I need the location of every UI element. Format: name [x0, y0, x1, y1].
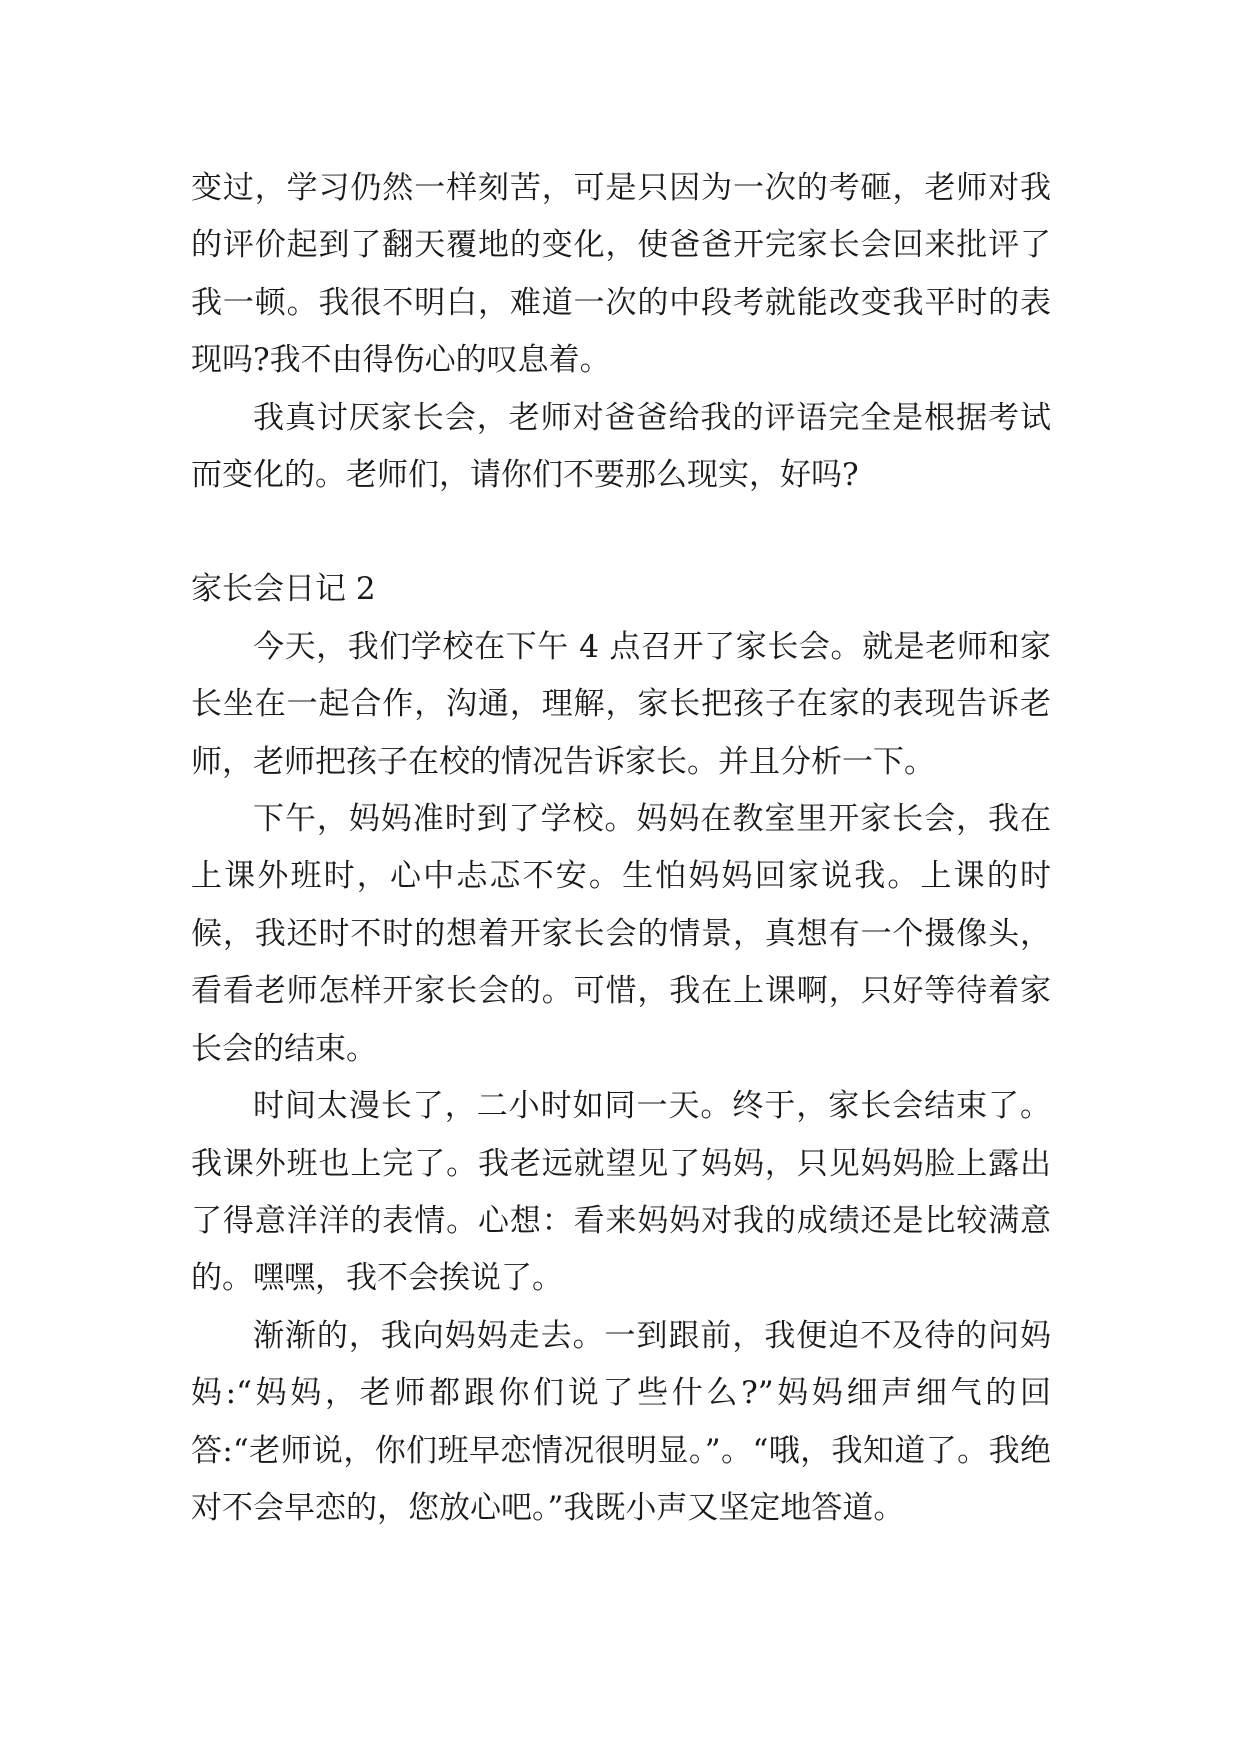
- document-body: [191, 160, 1051, 1537]
- paragraph: 今天，我们学校在下午 4 点召开了家长会。就是老师和家长坐在一起合作，沟通，理解，家长把孩子在家的表现告诉老师，老师把孩子在校的情况告诉家长。并且分析一下。: [191, 628, 1051, 780]
- paragraph: 下午，妈妈准时到了学校。妈妈在教室里开家长会，我在上课外班时，心中忐忑不安。生怕妈妈回家说我。上课的时候，我还时不时的想着开家长会的情景，真想有一个摄像头，看看老师怎样开家长会的。可惜，我在上课啊，只好等待着家长会的结束。: [191, 801, 1051, 1067]
- paragraph: 我真讨厌家长会，老师对爸爸给我的评语完全是根据考试而变化的。老师们，请你们不要那么现实，好吗?: [191, 399, 1051, 494]
- paragraph-continued: 变过，学习仍然一样刻苦，可是只因为一次的考砸，老师对我的评价起到了翻天覆地的变化，使爸爸开完家长会回来批评了我一顿。我很不明白，难道一次的中段考就能改变我平时的表现吗?我不由得伤心的叹息着。: [191, 170, 1051, 379]
- section-title: 家长会日记 2: [191, 571, 376, 608]
- paragraph: 渐渐的，我向妈妈走去。一到跟前，我便迫不及待的问妈妈:“妈妈，老师都跟你们说了些什么?”妈妈细声细气的回答:“老师说，你们班早恋情况很明显。”。“哦，我知道了。我绝对不会早恋的，您放心吧。”我既小声又坚定地答道。: [191, 1317, 1051, 1526]
- paragraph: 时间太漫长了，二小时如同一天。终于，家长会结束了。我课外班也上完了。我老远就望见了妈妈，只见妈妈脸上露出了得意洋洋的表情。心想：看来妈妈对我的成绩还是比较满意的。嘿嘿，我不会挨说了。: [191, 1088, 1051, 1297]
